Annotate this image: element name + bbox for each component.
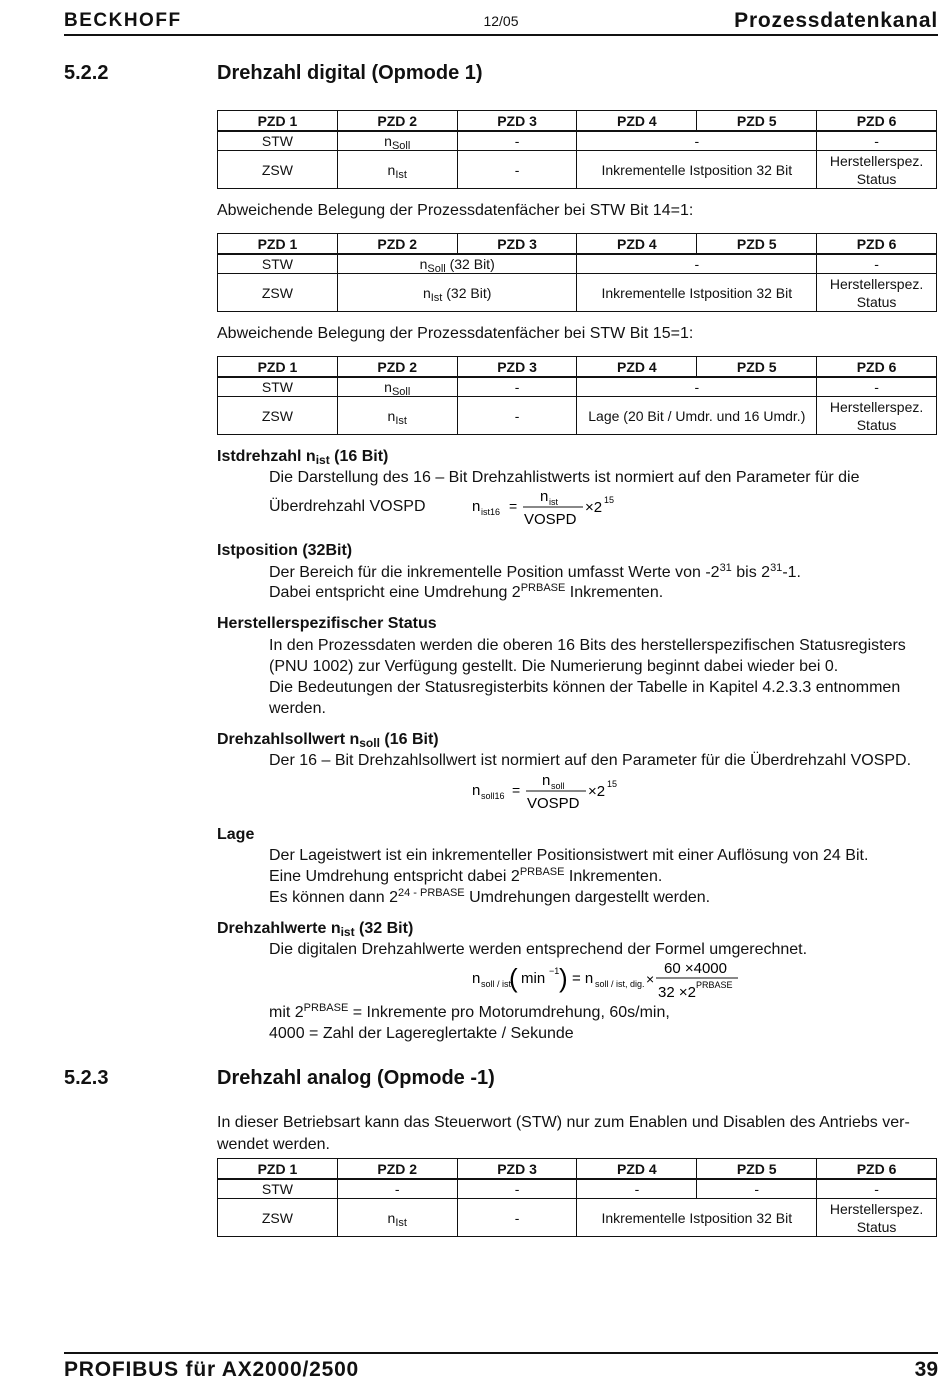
svg-text:n: n [472, 970, 481, 987]
svg-text:min: min [521, 970, 546, 987]
nsoll-cell: $n_{Soll}$ [337, 131, 457, 151]
formula-nist16 [470, 487, 630, 531]
pzd-header: PZD 3 [457, 1159, 577, 1180]
svg-text:): ) [559, 963, 568, 993]
svg-text:60 ×4000: 60 ×4000 [664, 960, 727, 977]
herst-cell: Herstellerspez. Status [817, 151, 937, 189]
paragraph: wendet werden. [217, 1136, 330, 1153]
pzd-header: PZD 2 [337, 111, 457, 132]
dash-cell: - [817, 377, 937, 397]
subheading: Drehzahlwerte $n_{ist}$ (32 Bit) [217, 920, 414, 939]
svg-text:×2: ×2 [585, 499, 603, 516]
section-number: 5.2.2 [64, 62, 109, 84]
paragraph: Überdrehzahl VOSPD [269, 498, 426, 515]
pzd-header: PZD 1 [218, 234, 338, 255]
svg-text:=: = [512, 782, 521, 798]
nist-cell: $n_{Ist}$ [337, 1199, 457, 1237]
inkr-cell: Inkrementelle Istposition 32 Bit [577, 151, 817, 189]
svg-text:15: 15 [604, 495, 615, 505]
dash-cell: - [577, 377, 817, 397]
stw-cell: STW [218, 254, 338, 274]
paragraph: (PNU 1002) zur Verfügung gestellt. Die Numerierung beginnt dabei wieder bei 0. [269, 658, 839, 675]
stw-cell: STW [218, 377, 338, 397]
svg-text:= n: = n [572, 970, 594, 987]
svg-text:ist16: ist16 [481, 507, 501, 517]
svg-text:soll: soll [551, 781, 565, 791]
paragraph: werden. [269, 700, 326, 717]
subheading: Herstellerspezifischer Status [217, 615, 437, 632]
page-footer [64, 1352, 938, 1394]
dash-cell: - [457, 1199, 577, 1237]
paragraph: In dieser Betriebsart kann das Steuerwort (STW) nur zum Enablen und Disablen des Antriebs ver- [217, 1114, 910, 1131]
pzd-header: PZD 3 [457, 357, 577, 378]
nist-cell: $n_{Ist}$ [337, 151, 457, 189]
svg-text:VOSPD: VOSPD [527, 795, 580, 812]
section-title: Drehzahl digital (Opmode 1) [217, 62, 483, 84]
svg-text:VOSPD: VOSPD [524, 511, 577, 528]
page-number: 39 [914, 1358, 938, 1381]
pzd-header: PZD 6 [817, 1159, 937, 1180]
dash-cell: - [457, 377, 577, 397]
paragraph: Der Bereich für die inkrementelle Position umfasst Werte von $-2^{31}$ bis $2^{31}-1$. [269, 562, 801, 581]
pzd-header: PZD 2 [337, 357, 457, 378]
pzd-header: PZD 6 [817, 111, 937, 132]
page-header [64, 8, 938, 36]
svg-text:n: n [540, 488, 549, 505]
dash-cell: - [457, 397, 577, 435]
nist32-cell: $n_{Ist}$ (32 Bit) [337, 274, 577, 312]
dash-cell: - [697, 1179, 817, 1199]
svg-text:soll16: soll16 [481, 791, 505, 801]
nist-cell: $n_{Ist}$ [337, 397, 457, 435]
zsw-cell: ZSW [218, 151, 338, 189]
pzd-table-2 [217, 233, 937, 312]
dash-cell: - [817, 131, 937, 151]
svg-text:soll / ist, dig.: soll / ist, dig. [595, 979, 645, 989]
svg-text:n: n [542, 772, 551, 789]
svg-text:PRBASE: PRBASE [696, 980, 733, 990]
dash-cell: - [817, 254, 937, 274]
pzd-header: PZD 3 [457, 234, 577, 255]
pzd-header: PZD 6 [817, 234, 937, 255]
paragraph: Die Bedeutungen der Statusregisterbits können der Tabelle in Kapitel 4.2.3.3 entnommen [269, 679, 901, 696]
dash-cell: - [457, 151, 577, 189]
pzd-header: PZD 4 [577, 111, 697, 132]
svg-text:n: n [472, 498, 481, 515]
pzd-header: PZD 5 [697, 1159, 817, 1180]
dash-cell: - [577, 254, 817, 274]
pzd-table-3 [217, 356, 937, 435]
pzd-header: PZD 2 [337, 1159, 457, 1180]
zsw-cell: ZSW [218, 397, 338, 435]
herst-cell: Herstellerspez. Status [817, 397, 937, 435]
svg-text:×: × [646, 971, 655, 987]
subheading: Lage [217, 826, 255, 843]
svg-text:−1: −1 [549, 966, 560, 976]
svg-text:n: n [472, 782, 481, 799]
paragraph: Dabei entspricht eine Umdrehung $2^{PRBASE}$ Inkrementen. [269, 582, 664, 601]
dash-cell: - [337, 1179, 457, 1199]
svg-text:32 ×2: 32 ×2 [658, 984, 696, 1001]
pzd-header: PZD 6 [817, 357, 937, 378]
paragraph: Der 16 – Bit Drehzahlsollwert ist normiert auf den Parameter für die Überdrehzahl VOSPD. [269, 752, 912, 769]
dash-cell: - [817, 1179, 937, 1199]
paragraph: mit $2^{PRBASE}$ = Inkremente pro Motorumdrehung, 60s/min, [269, 1002, 670, 1021]
subheading: Drehzahlsollwert $n_{soll}$ (16 Bit) [217, 731, 439, 750]
pzd-header: PZD 4 [577, 1159, 697, 1180]
nsoll-cell: $n_{Soll}$ [337, 377, 457, 397]
pzd-table-1 [217, 110, 937, 189]
paragraph: Die digitalen Drehzahlwerte werden entsprechend der Formel umgerechnet. [269, 941, 808, 958]
header-date: 12/05 [483, 13, 519, 29]
paragraph: Es können dann $2^{24 - PRBASE}$ Umdrehungen dargestellt werden. [269, 887, 711, 906]
footer-title: PROFIBUS für AX2000/2500 [64, 1358, 360, 1381]
lage-cell: Lage (20 Bit / Umdr. und 16 Umdr.) [577, 397, 817, 435]
subheading: Istdrehzahl $n_{ist}$ (16 Bit) [217, 448, 389, 467]
dash-cell: - [577, 131, 817, 151]
inkr-cell: Inkrementelle Istposition 32 Bit [577, 1199, 817, 1237]
pzd-table-4 [217, 1158, 937, 1237]
paragraph: Die Darstellung des 16 – Bit Drehzahlistwerts ist normiert auf den Parameter für die [269, 469, 860, 486]
paragraph: Abweichende Belegung der Prozessdatenfächer bei STW Bit 15=1: [217, 325, 694, 342]
pzd-header: PZD 3 [457, 111, 577, 132]
svg-text:15: 15 [607, 779, 618, 789]
zsw-cell: ZSW [218, 274, 338, 312]
nsoll32-cell: $n_{Soll}$ (32 Bit) [337, 254, 577, 274]
svg-text:=: = [509, 498, 518, 514]
svg-text:ist: ist [549, 497, 558, 507]
herst-cell: Herstellerspez. Status [817, 1199, 937, 1237]
subheading: Istposition (32Bit) [217, 542, 353, 559]
zsw-cell: ZSW [218, 1199, 338, 1237]
pzd-header: PZD 2 [337, 234, 457, 255]
pzd-header: PZD 4 [577, 234, 697, 255]
paragraph: In den Prozessdaten werden die oberen 16 Bits des herstellerspezifischen Statusregisters [269, 637, 906, 654]
brand-logo: BECKHOFF [64, 10, 182, 31]
dash-cell: - [457, 1179, 577, 1199]
pzd-header: PZD 5 [697, 234, 817, 255]
dash-cell: - [577, 1179, 697, 1199]
pzd-header: PZD 5 [697, 357, 817, 378]
stw-cell: STW [218, 1179, 338, 1199]
paragraph: Abweichende Belegung der Prozessdatenfächer bei STW Bit 14=1: [217, 202, 694, 219]
pzd-header: PZD 1 [218, 111, 338, 132]
formula-nsoll16 [470, 771, 630, 815]
section-number: 5.2.3 [64, 1067, 109, 1089]
header-title: Prozessdatenkanal [734, 9, 938, 32]
pzd-header: PZD 1 [218, 1159, 338, 1180]
inkr-cell: Inkrementelle Istposition 32 Bit [577, 274, 817, 312]
svg-text:×2: ×2 [588, 783, 606, 800]
section-title: Drehzahl analog (Opmode -1) [217, 1067, 495, 1089]
herst-cell: Herstellerspez. Status [817, 274, 937, 312]
stw-cell: STW [218, 131, 338, 151]
pzd-header: PZD 4 [577, 357, 697, 378]
paragraph: 4000 = Zahl der Lagereglertakte / Sekunde [269, 1025, 574, 1042]
dash-cell: - [457, 131, 577, 151]
svg-text:(: ( [509, 963, 518, 993]
paragraph: Eine Umdrehung entspricht dabei $2^{PRBASE}$ Inkrementen. [269, 866, 663, 885]
pzd-header: PZD 5 [697, 111, 817, 132]
paragraph: Der Lageistwert ist ein inkrementeller Positionsistwert mit einer Auflösung von 24 Bit. [269, 847, 869, 864]
svg-text:soll / ist: soll / ist [481, 979, 512, 989]
pzd-header: PZD 1 [218, 357, 338, 378]
formula-drehzahlwerte [470, 957, 750, 1003]
